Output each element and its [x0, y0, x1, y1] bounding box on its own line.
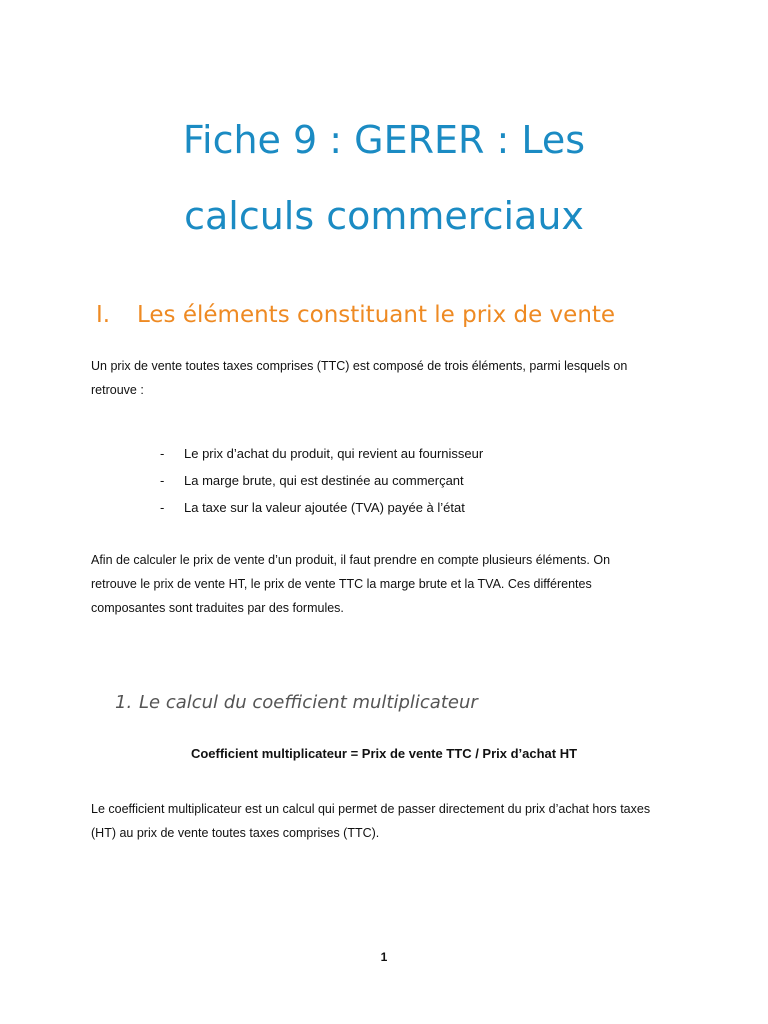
- bullet-marker: -: [160, 446, 165, 461]
- page-number: 1: [380, 950, 388, 964]
- document-title-line-1: Fiche 9 : GERER : Les: [182, 118, 586, 162]
- list-item-text: Le prix d’achat du produit, qui revient au fournisseur: [184, 446, 484, 461]
- body-paragraph-line: composantes sont traduites par des formules.: [91, 601, 344, 615]
- intro-paragraph-line: retrouve :: [91, 383, 144, 397]
- list-item: [160, 496, 483, 523]
- intro-paragraph-line: Un prix de vente toutes taxes comprises (TTC) est composé de trois éléments, parmi lesquels on: [91, 359, 628, 373]
- section-heading-text: Les éléments constituant le prix de vente: [137, 302, 616, 328]
- list-item: [160, 469, 483, 496]
- list-item: [160, 442, 483, 469]
- coefficient-paragraph-line: (HT) au prix de vente toutes taxes comprises (TTC).: [91, 826, 380, 840]
- intro-paragraph: [91, 354, 691, 402]
- coefficient-paragraph-line: Le coefficient multiplicateur est un calcul qui permet de passer directement du prix d’achat hors taxes: [91, 802, 651, 816]
- bullet-marker: -: [160, 500, 165, 515]
- body-paragraph-line: retrouve le prix de vente HT, le prix de vente TTC la marge brute et la TVA. Ces différentes: [91, 577, 592, 591]
- bullet-list: [160, 442, 483, 523]
- formula-line: Coefficient multiplicateur = Prix de vente TTC / Prix d’achat HT: [190, 746, 578, 761]
- subsection-heading-text: Le calcul du coefficient multiplicateur: [139, 692, 478, 713]
- list-item-text: La taxe sur la valeur ajoutée (TVA) payée à l’état: [184, 500, 465, 515]
- body-paragraph-line: Afin de calculer le prix de vente d’un produit, il faut prendre en compte plusieurs éléments. On: [91, 553, 611, 567]
- document-title-line-2: calculs commerciaux: [184, 194, 584, 238]
- coefficient-paragraph: [91, 797, 691, 845]
- list-item-text: La marge brute, qui est destinée au commerçant: [184, 473, 464, 488]
- subsection-heading: [115, 694, 478, 712]
- section-heading: [96, 304, 615, 327]
- body-paragraph: [91, 548, 691, 620]
- bullet-marker: -: [160, 473, 165, 488]
- section-heading-number: I.: [96, 302, 111, 328]
- subsection-heading-number: 1.: [115, 692, 133, 713]
